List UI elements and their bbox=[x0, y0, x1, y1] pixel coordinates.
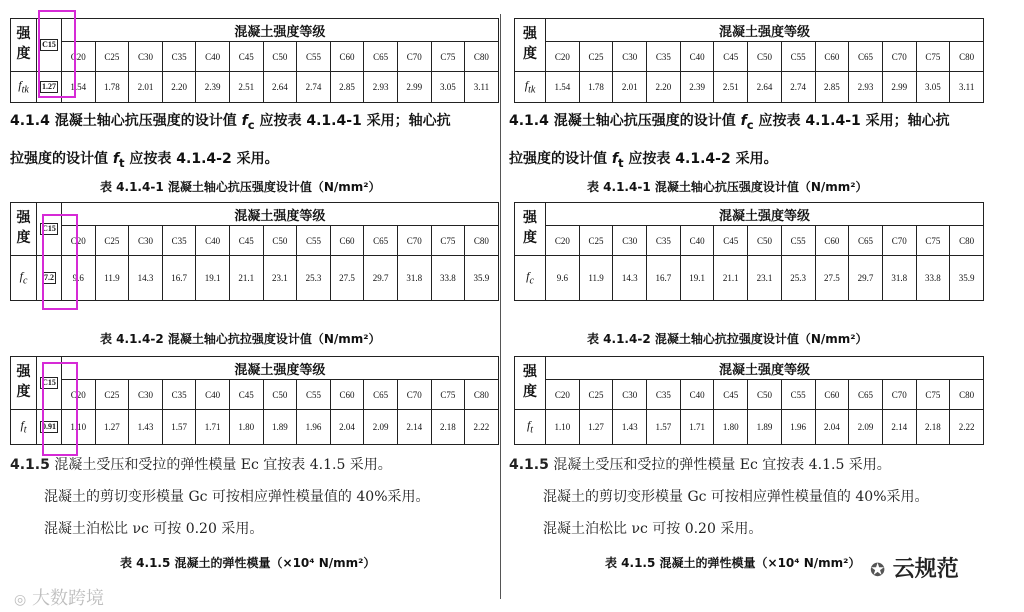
value-cell-c55: 1.96 bbox=[781, 410, 815, 445]
left-document-page bbox=[10, 18, 498, 598]
value-cell-c45: 21.1 bbox=[229, 256, 263, 301]
value-cell-c80: 2.22 bbox=[950, 410, 984, 445]
value-cell-c35: 2.20 bbox=[162, 72, 196, 103]
section-4-1-5-line2: 混凝土的剪切变形模量 Gc 可按相应弹性模量值的 40%采用。 bbox=[44, 489, 430, 505]
table-ft bbox=[514, 356, 984, 445]
grade-c75: C75 bbox=[431, 380, 465, 410]
value-cell-c80: 3.11 bbox=[950, 72, 984, 103]
strength-label: 强 度 bbox=[11, 203, 37, 256]
c15-cell: C15 bbox=[37, 203, 62, 256]
grade-header: 混凝土强度等级 bbox=[62, 357, 499, 380]
caption-table-1: 表 4.1.4-1 混凝土轴心抗压强度设计值（N/mm²） bbox=[587, 180, 868, 194]
right-document-page bbox=[509, 18, 997, 598]
value-cell-c75: 3.05 bbox=[916, 72, 950, 103]
watermark-left: ◎ 大数跨境 bbox=[14, 588, 104, 609]
table-ftk bbox=[514, 18, 984, 103]
grade-c55: C55 bbox=[297, 226, 331, 256]
grade-c80: C80 bbox=[465, 226, 499, 256]
value-cell-c30: 2.01 bbox=[129, 72, 163, 103]
value-cell-c45: 1.80 bbox=[714, 410, 748, 445]
value-cell-c45: 1.80 bbox=[229, 410, 263, 445]
grade-header: 混凝土强度等级 bbox=[546, 19, 984, 42]
highlight-box bbox=[38, 10, 76, 98]
symbol-fc: $f_c$ bbox=[11, 256, 37, 301]
section-4-1-5-line3: 混凝土泊松比 νc 可按 0.20 采用。 bbox=[543, 521, 763, 537]
grade-header: 混凝土强度等级 bbox=[62, 203, 499, 226]
value-cell-c35: 1.57 bbox=[647, 410, 681, 445]
grade-c30: C30 bbox=[129, 42, 163, 72]
value-cell-c40: 1.71 bbox=[196, 410, 230, 445]
grade-c80: C80 bbox=[950, 42, 984, 72]
symbol-ft: $f_t$ bbox=[11, 410, 37, 445]
grade-c20: C20 bbox=[546, 226, 580, 256]
value-cell-c35: 16.7 bbox=[162, 256, 196, 301]
value-cell-c20: 9.6 bbox=[62, 256, 96, 301]
highlight-box bbox=[42, 214, 78, 310]
grade-c50: C50 bbox=[748, 380, 782, 410]
grade-c45: C45 bbox=[229, 42, 263, 72]
grade-c70: C70 bbox=[882, 380, 916, 410]
grade-c65: C65 bbox=[849, 226, 883, 256]
caption-table-1: 表 4.1.4-1 混凝土轴心抗压强度设计值（N/mm²） bbox=[100, 180, 381, 194]
grade-row bbox=[11, 42, 499, 72]
grade-c30: C30 bbox=[613, 42, 647, 72]
table-fc bbox=[514, 202, 984, 301]
table-ftk bbox=[10, 18, 499, 103]
caption-table-2: 表 4.1.4-2 混凝土轴心抗拉强度设计值（N/mm²） bbox=[587, 332, 868, 346]
grade-c30: C30 bbox=[129, 380, 163, 410]
c15-cell: C15 bbox=[37, 19, 62, 72]
grade-c45: C45 bbox=[229, 380, 263, 410]
grade-c60: C60 bbox=[330, 380, 364, 410]
strength-label: 强 度 bbox=[11, 357, 37, 410]
grade-c75: C75 bbox=[916, 226, 950, 256]
grade-c30: C30 bbox=[613, 380, 647, 410]
grade-c70: C70 bbox=[882, 226, 916, 256]
value-cell-c40: 2.39 bbox=[680, 72, 714, 103]
value-cell-c75: 33.8 bbox=[431, 256, 465, 301]
value-cell-c80: 2.22 bbox=[465, 410, 499, 445]
value-cell-c60: 2.85 bbox=[330, 72, 364, 103]
value-cell-c45: 21.1 bbox=[714, 256, 748, 301]
value-cell-c40: 19.1 bbox=[196, 256, 230, 301]
grade-c40: C40 bbox=[196, 226, 230, 256]
grade-c25: C25 bbox=[579, 226, 613, 256]
grade-c65: C65 bbox=[364, 42, 398, 72]
grade-c70: C70 bbox=[397, 380, 431, 410]
value-cell-c55: 2.74 bbox=[781, 72, 815, 103]
grade-c60: C60 bbox=[815, 42, 849, 72]
symbol-fc: $f_c$ bbox=[515, 256, 546, 301]
grade-c20: C20 bbox=[62, 42, 96, 72]
grade-c80: C80 bbox=[465, 380, 499, 410]
grade-c20: C20 bbox=[62, 226, 96, 256]
value-cell-c55: 25.3 bbox=[781, 256, 815, 301]
grade-row bbox=[515, 226, 984, 256]
grade-row bbox=[11, 226, 499, 256]
grade-c25: C25 bbox=[95, 42, 129, 72]
grade-c50: C50 bbox=[748, 42, 782, 72]
value-cell-c70: 31.8 bbox=[397, 256, 431, 301]
value-cell-c65: 2.09 bbox=[849, 410, 883, 445]
caption-table-3: 表 4.1.5 混凝土的弹性模量（×10⁴ N/mm²） bbox=[605, 556, 861, 570]
caption-table-3: 表 4.1.5 混凝土的弹性模量（×10⁴ N/mm²） bbox=[120, 556, 376, 570]
c15-cell: C15 bbox=[37, 357, 62, 410]
grade-c35: C35 bbox=[647, 226, 681, 256]
value-cell-c55: 2.74 bbox=[297, 72, 331, 103]
grade-c50: C50 bbox=[263, 380, 297, 410]
value-cell-c40: 2.39 bbox=[196, 72, 230, 103]
value-cell-c30: 2.01 bbox=[613, 72, 647, 103]
value-cell-c40: 1.71 bbox=[680, 410, 714, 445]
value-cell-c25: 11.9 bbox=[579, 256, 613, 301]
wechat-icon: ✪ bbox=[870, 560, 886, 581]
value-cell-c35: 1.57 bbox=[162, 410, 196, 445]
grade-c80: C80 bbox=[950, 226, 984, 256]
grade-c65: C65 bbox=[364, 226, 398, 256]
table-fc bbox=[10, 202, 499, 301]
grade-c50: C50 bbox=[748, 226, 782, 256]
grade-c65: C65 bbox=[364, 380, 398, 410]
grade-c45: C45 bbox=[229, 226, 263, 256]
symbol-ft: $f_t$ bbox=[515, 410, 546, 445]
grade-row bbox=[515, 42, 984, 72]
grade-header: 混凝土强度等级 bbox=[62, 19, 499, 42]
value-cell-c25: 1.78 bbox=[95, 72, 129, 103]
grade-c60: C60 bbox=[330, 226, 364, 256]
grade-c55: C55 bbox=[297, 380, 331, 410]
value-cell-c20: 1.10 bbox=[62, 410, 96, 445]
section-4-1-4: 4.1.4 混凝土轴心抗压强度的设计值 $f_c$ 应按表 4.1.4-1 采用；轴心抗 拉强度的设计值 $f_t$ 应按表 4.1.4-2 采用。 bbox=[509, 113, 950, 170]
value-cell-c70: 31.8 bbox=[882, 256, 916, 301]
strength-label: 强 度 bbox=[515, 203, 546, 256]
grade-c20: C20 bbox=[546, 42, 580, 72]
value-cell-c55: 25.3 bbox=[297, 256, 331, 301]
value-cell-c25: 1.78 bbox=[579, 72, 613, 103]
strength-label: 强 度 bbox=[11, 19, 37, 72]
grade-c50: C50 bbox=[263, 42, 297, 72]
value-cell-c60: 2.04 bbox=[330, 410, 364, 445]
highlight-box bbox=[42, 362, 78, 456]
value-cell-c55: 1.96 bbox=[297, 410, 331, 445]
logo-icon: ◎ bbox=[14, 592, 27, 608]
grade-c30: C30 bbox=[129, 226, 163, 256]
grade-c25: C25 bbox=[95, 380, 129, 410]
grade-c75: C75 bbox=[431, 226, 465, 256]
watermark-right: ✪ 云规范 bbox=[870, 557, 959, 582]
value-cell-c60: 27.5 bbox=[815, 256, 849, 301]
grade-c75: C75 bbox=[916, 42, 950, 72]
value-cell-c60: 27.5 bbox=[330, 256, 364, 301]
grade-c70: C70 bbox=[882, 42, 916, 72]
value-cell-c20: 1.10 bbox=[546, 410, 580, 445]
value-cell-c80: 35.9 bbox=[950, 256, 984, 301]
value-cell-c35: 16.7 bbox=[647, 256, 681, 301]
grade-c35: C35 bbox=[647, 42, 681, 72]
value-cell-c60: 2.04 bbox=[815, 410, 849, 445]
value-cell-c50: 2.64 bbox=[263, 72, 297, 103]
grade-row bbox=[11, 380, 499, 410]
c15-value: 7.2 bbox=[37, 256, 62, 301]
value-cell-c30: 14.3 bbox=[129, 256, 163, 301]
grade-c55: C55 bbox=[781, 42, 815, 72]
value-cell-c50: 23.1 bbox=[263, 256, 297, 301]
grade-c60: C60 bbox=[330, 42, 364, 72]
table-ft bbox=[10, 356, 499, 445]
symbol-ftk: $f_{tk}$ bbox=[11, 72, 37, 103]
value-cell-c80: 3.11 bbox=[465, 72, 499, 103]
grade-header: 混凝土强度等级 bbox=[546, 357, 984, 380]
grade-c65: C65 bbox=[849, 42, 883, 72]
value-cell-c65: 2.93 bbox=[849, 72, 883, 103]
section-4-1-5-line3: 混凝土泊松比 νc 可按 0.20 采用。 bbox=[44, 521, 264, 537]
grade-row bbox=[515, 380, 984, 410]
value-cell-c50: 2.64 bbox=[748, 72, 782, 103]
grade-c45: C45 bbox=[714, 226, 748, 256]
grade-c60: C60 bbox=[815, 380, 849, 410]
grade-c45: C45 bbox=[714, 380, 748, 410]
section-4-1-4: 4.1.4 混凝土轴心抗压强度的设计值 $f_c$ 应按表 4.1.4-1 采用；轴心抗 拉强度的设计值 $f_t$ 应按表 4.1.4-2 采用。 bbox=[10, 113, 451, 170]
value-cell-c65: 2.09 bbox=[364, 410, 398, 445]
grade-c35: C35 bbox=[647, 380, 681, 410]
grade-c35: C35 bbox=[162, 226, 196, 256]
value-cell-c50: 23.1 bbox=[748, 256, 782, 301]
value-cell-c70: 2.14 bbox=[882, 410, 916, 445]
value-cell-c75: 2.18 bbox=[431, 410, 465, 445]
value-cell-c20: 9.6 bbox=[546, 256, 580, 301]
grade-c20: C20 bbox=[62, 380, 96, 410]
grade-c35: C35 bbox=[162, 42, 196, 72]
grade-c20: C20 bbox=[546, 380, 580, 410]
value-cell-c40: 19.1 bbox=[680, 256, 714, 301]
value-cell-c80: 35.9 bbox=[465, 256, 499, 301]
value-cell-c75: 33.8 bbox=[916, 256, 950, 301]
grade-c35: C35 bbox=[162, 380, 196, 410]
value-cell-c45: 2.51 bbox=[714, 72, 748, 103]
value-cell-c45: 2.51 bbox=[229, 72, 263, 103]
panel-divider bbox=[500, 14, 501, 599]
strength-label: 强 度 bbox=[515, 357, 546, 410]
grade-c65: C65 bbox=[849, 380, 883, 410]
grade-c55: C55 bbox=[781, 226, 815, 256]
grade-c80: C80 bbox=[465, 42, 499, 72]
grade-c80: C80 bbox=[950, 380, 984, 410]
section-4-1-5-line2: 混凝土的剪切变形模量 Gc 可按相应弹性模量值的 40%采用。 bbox=[543, 489, 929, 505]
grade-c40: C40 bbox=[680, 380, 714, 410]
value-cell-c70: 2.14 bbox=[397, 410, 431, 445]
grade-c40: C40 bbox=[680, 226, 714, 256]
section-4-1-5-line1: 4.1.5 混凝土受压和受拉的弹性模量 Ec 宜按表 4.1.5 采用。 bbox=[509, 457, 891, 473]
value-cell-c20: 1.54 bbox=[546, 72, 580, 103]
grade-c75: C75 bbox=[916, 380, 950, 410]
grade-c50: C50 bbox=[263, 226, 297, 256]
grade-c75: C75 bbox=[431, 42, 465, 72]
grade-c70: C70 bbox=[397, 42, 431, 72]
value-cell-c60: 2.85 bbox=[815, 72, 849, 103]
strength-label: 强 度 bbox=[515, 19, 546, 72]
value-cell-c25: 11.9 bbox=[95, 256, 129, 301]
value-cell-c75: 3.05 bbox=[431, 72, 465, 103]
value-cell-c70: 2.99 bbox=[397, 72, 431, 103]
grade-c40: C40 bbox=[680, 42, 714, 72]
value-cell-c70: 2.99 bbox=[882, 72, 916, 103]
grade-c70: C70 bbox=[397, 226, 431, 256]
grade-c60: C60 bbox=[815, 226, 849, 256]
grade-c40: C40 bbox=[196, 380, 230, 410]
grade-c30: C30 bbox=[613, 226, 647, 256]
value-cell-c65: 2.93 bbox=[364, 72, 398, 103]
value-cell-c20: 1.54 bbox=[62, 72, 96, 103]
value-cell-c30: 1.43 bbox=[613, 410, 647, 445]
value-cell-c65: 29.7 bbox=[364, 256, 398, 301]
value-cell-c35: 2.20 bbox=[647, 72, 681, 103]
grade-c40: C40 bbox=[196, 42, 230, 72]
caption-table-2: 表 4.1.4-2 混凝土轴心抗拉强度设计值（N/mm²） bbox=[100, 332, 381, 346]
value-cell-c75: 2.18 bbox=[916, 410, 950, 445]
value-cell-c25: 1.27 bbox=[579, 410, 613, 445]
grade-header: 混凝土强度等级 bbox=[546, 203, 984, 226]
grade-c25: C25 bbox=[95, 226, 129, 256]
grade-c55: C55 bbox=[781, 380, 815, 410]
symbol-ftk: $f_{tk}$ bbox=[515, 72, 546, 103]
value-cell-c50: 1.89 bbox=[263, 410, 297, 445]
grade-c55: C55 bbox=[297, 42, 331, 72]
section-4-1-5-line1: 4.1.5 混凝土受压和受拉的弹性模量 Ec 宜按表 4.1.5 采用。 bbox=[10, 457, 392, 473]
value-cell-c30: 1.43 bbox=[129, 410, 163, 445]
grade-c25: C25 bbox=[579, 380, 613, 410]
c15-value: 1.27 bbox=[37, 72, 62, 103]
grade-c45: C45 bbox=[714, 42, 748, 72]
value-cell-c65: 29.7 bbox=[849, 256, 883, 301]
value-cell-c50: 1.89 bbox=[748, 410, 782, 445]
c15-value: 0.91 bbox=[37, 410, 62, 445]
value-cell-c25: 1.27 bbox=[95, 410, 129, 445]
grade-c25: C25 bbox=[579, 42, 613, 72]
value-cell-c30: 14.3 bbox=[613, 256, 647, 301]
